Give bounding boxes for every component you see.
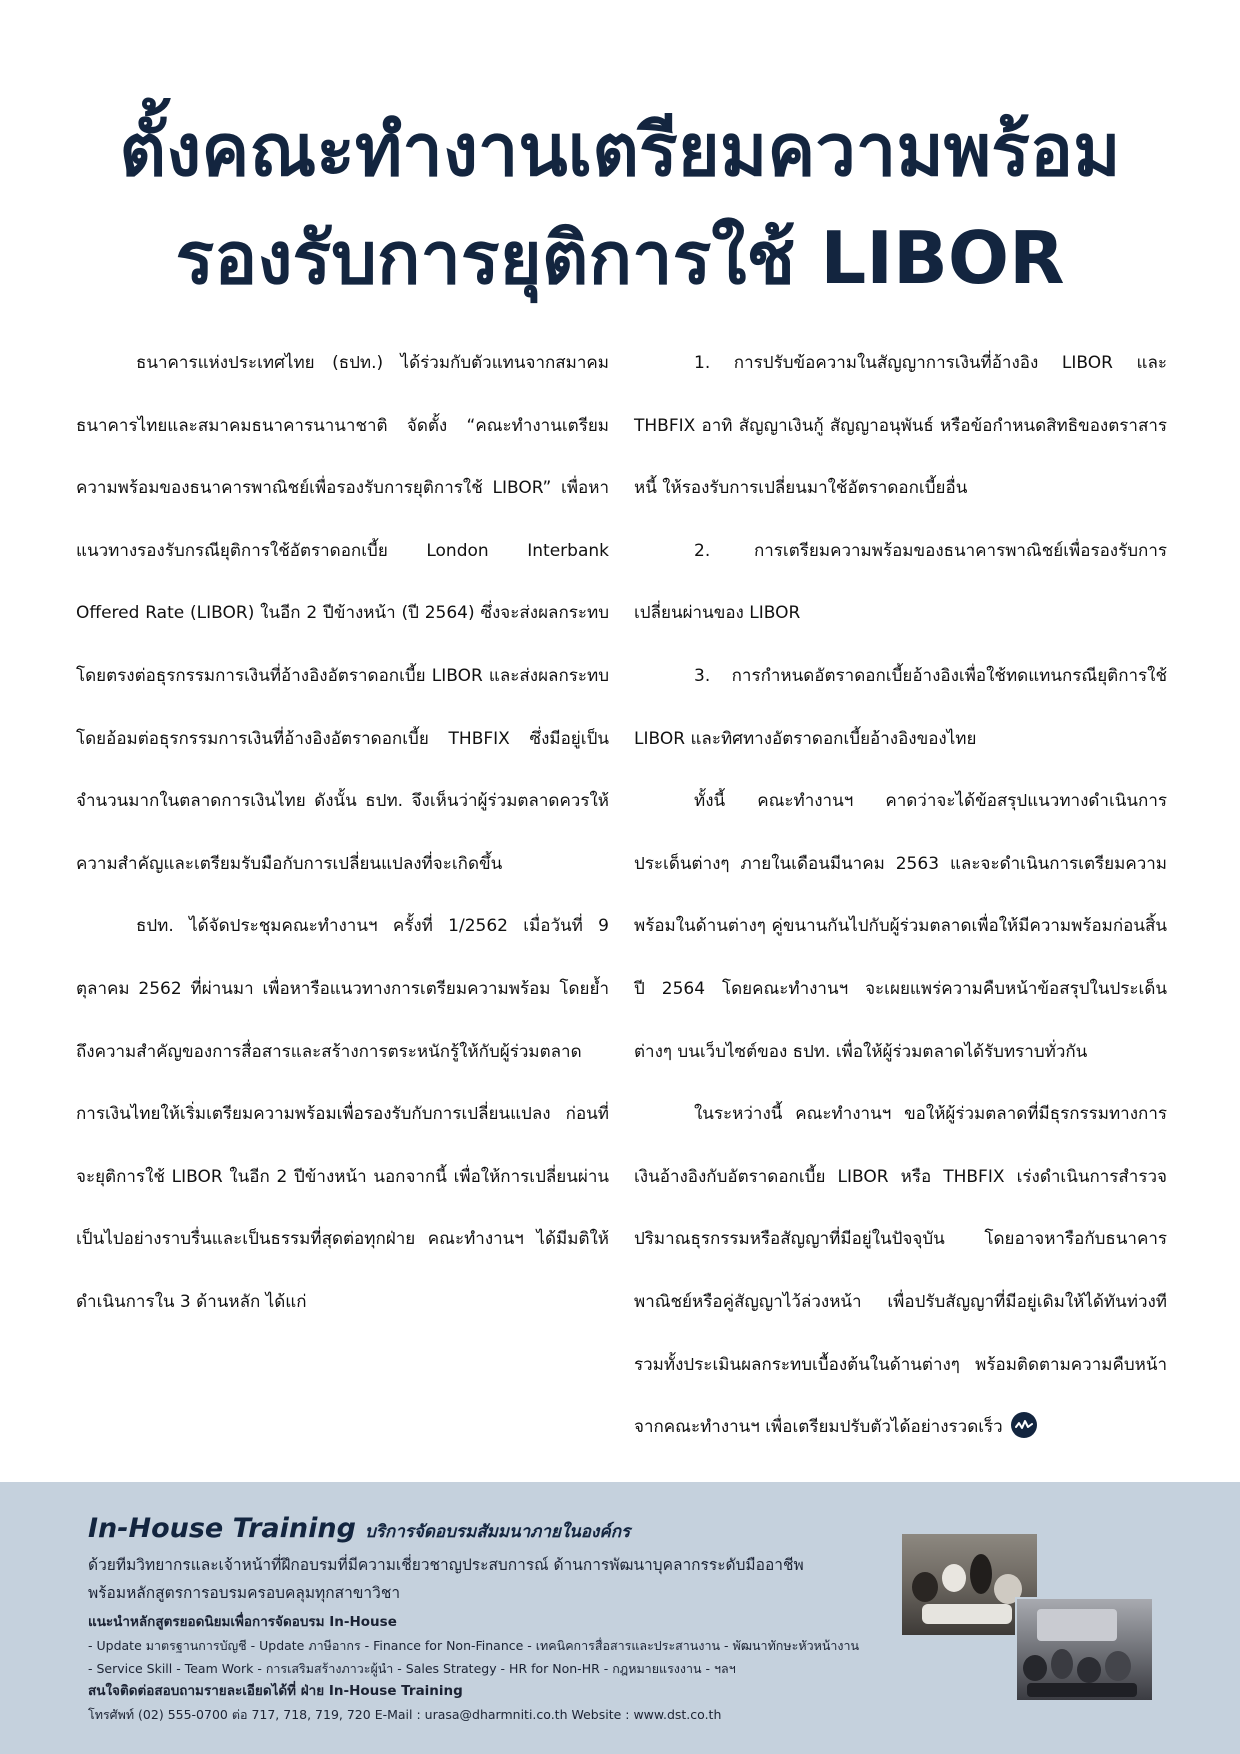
paragraph: ธปท. ได้จัดประชุมคณะทำงานฯ ครั้งที่ 1/2562 เมื่อวันที่ 9 ตุลาคม 2562 ที่ผ่านมา เพื่อหารือแนวทางการเตรียมความพร้อม โดยย้ำถึงความสำคัญของการสื่อสารและสร้างการตระหนักรู้ให้กับผู้ร่วมตลาดการเงินไทยให้เริ่มเตรียมความพร้อมเพื่อรองรับกับการเปลี่ยนแปลง ก่อนที่จะยุติการใช้ LIBOR ในอีก 2 ปีข้างหน้า นอกจากนี้ เพื่อให้การเปลี่ยนผ่านเป็นไปอย่างราบรื่นและเป็นธรรมที่สุดต่อทุกฝ่าย คณะทำงานฯ ได้มีมติให้ดำเนินการใน 3 ด้านหลัก ได้แก่ [76, 916, 609, 1312]
contact-line: โทรศัพท์ (02) 555-0700 ต่อ 717, 718, 719, 720 E-Mail : urasa@dharmniti.co.th Website : www.dst.co.th [88, 1707, 722, 1722]
banner-text [88, 1512, 868, 1726]
headline-line-2: รองรับการยุติการใช้ LIBOR [175, 216, 1065, 300]
article-left-column [76, 332, 609, 1334]
article-right-column [634, 332, 1167, 1459]
paragraph-final [634, 1083, 1167, 1459]
courses-line-1: - Update มาตรฐานการบัญชี - Update ภาษีอากร - Finance for Non-Finance - เทคนิคการสื่อสารและประสานงาน - พัฒนาทักษะหัวหน้างาน [88, 1638, 860, 1653]
training-photo-2 [1015, 1597, 1154, 1702]
banner-desc-line-2: พร้อมหลักสูตรการอบรมครอบคลุมทุกสาขาวิชา [88, 1584, 401, 1602]
contact-heading: สนใจติดต่อสอบถามรายละเอียดได้ที่ ฝ่าย In-House Training [88, 1683, 463, 1699]
in-house-training-banner [0, 1482, 1240, 1754]
banner-subtitle: บริการจัดอบรมสัมมนาภายในองค์กร [364, 1522, 631, 1542]
paragraph: ทั้งนี้ คณะทำงานฯ คาดว่าจะได้ข้อสรุปแนวทางดำเนินการประเด็นต่างๆ ภายในเดือนมีนาคม 2563 และจะดำเนินการเตรียมความพร้อมในด้านต่างๆ คู่ขนานกันไปกับผู้ร่วมตลาดเพื่อให้มีความพร้อมก่อนสิ้นปี 2564 โดยคณะทำงานฯ จะเผยแพร่ความคืบหน้าข้อสรุปในประเด็นต่างๆ บนเว็บไซต์ของ ธปท. เพื่อให้ผู้ร่วมตลาดได้รับทราบทั่วกัน [634, 791, 1167, 1062]
courses-heading: แนะนำหลักสูตรยอดนิยมเพื่อการจัดอบรม In-House [88, 1614, 397, 1630]
paragraph: 3. การกำหนดอัตราดอกเบี้ยอ้างอิงเพื่อใช้ทดแทนกรณียุติการใช้ LIBOR และทิศทางอัตราดอกเบี้ยอ้างอิงของไทย [634, 665, 1167, 749]
headline [0, 96, 1240, 312]
banner-title: In-House Training [88, 1513, 356, 1544]
paragraph: 2. การเตรียมความพร้อมของธนาคารพาณิชย์เพื่อรองรับการเปลี่ยนผ่านของ LIBOR [634, 540, 1167, 624]
banner-desc-line-1: ด้วยทีมวิทยากรและเจ้าหน้าที่ฝึกอบรมที่มีความเชี่ยวชาญประสบการณ์ ด้านการพัฒนาบุคลากรระดับมืออาชีพ [88, 1556, 804, 1574]
paragraph-final-text: ในระหว่างนี้ คณะทำงานฯ ขอให้ผู้ร่วมตลาดที่มีธุรกรรมทางการเงินอ้างอิงกับอัตราดอกเบี้ย LIBOR หรือ THBFIX เร่งดำเนินการสำรวจปริมาณธุรกรรมหรือสัญญาที่มีอยู่ในปัจจุบัน โดยอาจหารือกับธนาคารพาณิชย์หรือคู่สัญญาไว้ล่วงหน้า เพื่อปรับสัญญาที่มีอยู่เดิมให้ได้ทันท่วงที รวมทั้งประเมินผลกระทบเบื้องต้นในด้านต่างๆ พร้อมติดตามความคืบหน้าจากคณะทำงานฯ เพื่อเตรียมปรับตัวได้อย่างรวดเร็ว [634, 1104, 1167, 1438]
wave-logo-icon [1011, 1412, 1037, 1438]
courses-line-2: - Service Skill - Team Work - การเสริมสร้างภาวะผู้นำ - Sales Strategy - HR for Non-HR - กฎหมายแรงงาน - ฯลฯ [88, 1661, 736, 1676]
banner-description [88, 1551, 868, 1607]
headline-line-1: ตั้งคณะทำงานเตรียมความพร้อม [119, 108, 1121, 192]
banner-title-row [88, 1512, 868, 1549]
paragraph: ธนาคารแห่งประเทศไทย (ธปท.) ได้ร่วมกับตัวแทนจากสมาคมธนาคารไทยและสมาคมธนาคารนานาชาติ จัดตั้ง “คณะทำงานเตรียมความพร้อมของธนาคารพาณิชย์เพื่อรองรับการยุติการใช้ LIBOR” เพื่อหาแนวทางรองรับกรณียุติการใช้อัตราดอกเบี้ย London Interbank Offered Rate (LIBOR) ในอีก 2 ปีข้างหน้า (ปี 2564) ซึ่งจะส่งผลกระทบโดยตรงต่อธุรกรรมการเงินที่อ้างอิงอัตราดอกเบี้ย LIBOR และส่งผลกระทบโดยอ้อมต่อธุรกรรมการเงินที่อ้างอิงอัตราดอกเบี้ย THBFIX ซึ่งมีอยู่เป็นจำนวนมากในตลาดการเงินไทย ดังนั้น ธปท. จึงเห็นว่าผู้ร่วมตลาดควรให้ความสำคัญและเตรียมรับมือกับการเปลี่ยนแปลงที่จะเกิดขึ้น [76, 353, 609, 874]
paragraph: 1. การปรับข้อความในสัญญาการเงินที่อ้างอิง LIBOR และ THBFIX อาทิ สัญญาเงินกู้ สัญญาอนุพันธ์ หรือข้อกำหนดสิทธิของตราสารหนี้ ให้รองรับการเปลี่ยนมาใช้อัตราดอกเบี้ยอื่น [634, 353, 1167, 499]
